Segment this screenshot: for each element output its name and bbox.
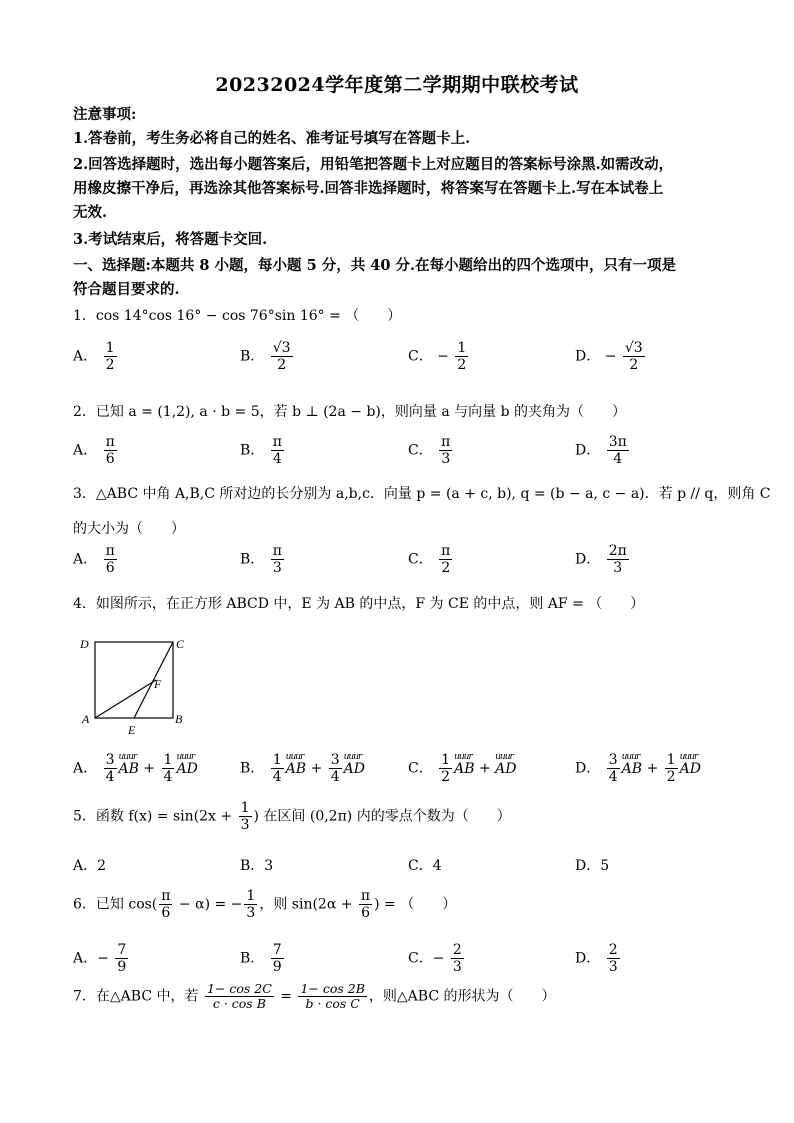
- option-letter: B．: [240, 551, 265, 568]
- denominator: c · cos B: [212, 996, 266, 1011]
- numerator: 1: [163, 752, 173, 768]
- denominator: 4: [105, 769, 115, 785]
- question-7-stem: [73, 982, 555, 1011]
- option-letter: A．: [73, 551, 98, 568]
- section-heading: 一、选择题:本题共 8 小题，每小题 5 分，共 40 分.在每小题给出的四个选项中，只有一项是: [73, 257, 677, 274]
- denominator: 2: [441, 560, 451, 576]
- numerator: 2: [452, 942, 462, 958]
- denominator: 2: [457, 357, 467, 373]
- stem-text: 6．已知 cos(: [73, 896, 158, 913]
- denominator: 2: [666, 769, 676, 785]
- stem-text: − α) = −: [174, 896, 243, 913]
- numerator: √3: [624, 340, 643, 356]
- square-figure: [76, 630, 196, 740]
- numerator: 2π: [608, 543, 627, 559]
- numerator: 3π: [608, 434, 627, 450]
- q1-option-b[interactable]: [240, 340, 295, 373]
- option-letter: B．: [240, 348, 265, 365]
- denominator: 3: [240, 817, 250, 833]
- denominator: b · cos C: [305, 996, 360, 1011]
- numerator: 1: [246, 888, 256, 904]
- section-heading: 符合题目要求的.: [73, 281, 180, 298]
- q5-option-d[interactable]: [575, 855, 609, 875]
- fraction: [271, 543, 284, 576]
- denominator: 3: [246, 905, 256, 921]
- numerator: 7: [272, 942, 282, 958]
- fraction: [455, 340, 468, 373]
- stem-text: ，则△ABC 的形状为（ ）: [368, 988, 556, 1005]
- denominator: 2: [629, 357, 639, 373]
- q6-option-a[interactable]: [73, 942, 130, 975]
- fraction: [271, 752, 284, 785]
- fraction: [271, 434, 284, 467]
- option-letter: A．: [73, 348, 98, 365]
- q1-option-a[interactable]: [73, 340, 119, 373]
- option-letter: D．: [575, 348, 601, 365]
- fraction: [439, 543, 452, 576]
- q4-option-d[interactable]: D． $\frac{3}{4}$ uuur AB + $\frac{1}{2}$ uuur AD: [575, 752, 701, 785]
- label-e: E: [128, 723, 136, 737]
- option-value: 5: [600, 858, 610, 874]
- fraction: [239, 800, 252, 833]
- numerator: π: [272, 543, 282, 559]
- q2-option-a[interactable]: [73, 434, 119, 467]
- option-letter: A．: [73, 760, 98, 777]
- fraction: [104, 434, 117, 467]
- fraction: [623, 340, 645, 373]
- q5-option-a[interactable]: [73, 855, 106, 875]
- question-4-stem: 4．如图所示，在正方形 ABCD 中，E 为 AB 的中点，F 为 CE 的中点，则 AF = （ ）: [73, 596, 645, 612]
- option-letter: D．: [575, 442, 601, 459]
- denominator: 3: [452, 959, 462, 975]
- numerator: 1− cos 2B: [300, 981, 365, 996]
- option-letter: B．: [240, 760, 265, 777]
- denominator: 6: [361, 905, 370, 921]
- option-value: 4: [432, 858, 442, 874]
- label-a: A: [82, 712, 90, 726]
- question-3-stem-cont: 的大小为（ ）: [73, 521, 185, 537]
- denominator: 3: [608, 959, 618, 975]
- q3-option-a[interactable]: [73, 543, 119, 576]
- segment-af: [95, 680, 156, 718]
- fraction: [162, 752, 175, 785]
- q3-option-c[interactable]: [408, 543, 454, 576]
- question-6-stem: [73, 888, 456, 921]
- fraction: [451, 942, 464, 975]
- numerator: π: [105, 543, 115, 559]
- q6-option-d[interactable]: [575, 942, 622, 975]
- option-letter: A．: [73, 950, 98, 967]
- option-value: 3: [264, 858, 274, 874]
- option-letter: B．: [240, 950, 265, 967]
- option-letter: D．: [575, 858, 601, 874]
- option-letter: C．: [408, 760, 433, 777]
- fraction: [439, 434, 452, 467]
- stem-text: ) 在区间 (0,2π) 内的零点个数为（ ）: [253, 808, 511, 825]
- option-letter: D．: [575, 950, 601, 967]
- q4-option-a[interactable]: A． $\frac{3}{4}$ uuur AB + $\frac{1}{4}$ uuur AD: [73, 752, 198, 785]
- option-letter: A．: [73, 442, 98, 459]
- option-letter: D．: [575, 760, 601, 777]
- denominator: 2: [105, 357, 115, 373]
- fraction: [205, 982, 274, 1011]
- label-f: F: [154, 677, 162, 691]
- denominator: 4: [272, 769, 282, 785]
- fraction: [104, 543, 117, 576]
- numerator: √3: [272, 340, 291, 356]
- fraction: [439, 752, 452, 785]
- label-b: B: [175, 712, 183, 726]
- numerator: 1: [240, 800, 250, 816]
- option-value: 2: [97, 858, 107, 874]
- numerator: 3: [105, 752, 115, 768]
- option-letter: B．: [240, 858, 265, 874]
- option-letter: C．: [408, 551, 433, 568]
- numerator: 3: [330, 752, 340, 768]
- question-2-stem: 2．已知 a = (1,2), a · b = 5，若 b ⊥ (2a − b)，则向量 a 与向量 b 的夹角为（ ）: [73, 404, 626, 420]
- q1-option-d[interactable]: [575, 340, 647, 373]
- option-letter: C．: [408, 858, 433, 874]
- numerator: 1− cos 2C: [206, 981, 272, 996]
- vector-ad: uuur AD: [495, 761, 516, 777]
- fraction: [607, 543, 629, 576]
- denominator: 9: [117, 959, 127, 975]
- option-sign: −: [432, 950, 445, 967]
- option-letter: C．: [408, 442, 433, 459]
- fraction: [271, 942, 284, 975]
- q2-option-d[interactable]: [575, 434, 631, 467]
- stem-text: 7．在△ABC 中，若: [73, 988, 203, 1005]
- fraction: [607, 434, 629, 467]
- stem-text: ) = （ ）: [374, 896, 457, 913]
- numerator: 2: [608, 942, 618, 958]
- vector-ad: uuur AD: [344, 761, 365, 777]
- vector-ad: uuur AD: [680, 761, 701, 777]
- notice-item: 用橡皮擦干净后，再选涂其他答案标号.回答非选择题时，将答案写在答题卡上.写在本试卷上: [73, 180, 664, 197]
- denominator: 3: [272, 560, 282, 576]
- page-title: 20232024学年度第二学期期中联校考试: [215, 74, 579, 96]
- label-c: C: [176, 637, 185, 651]
- option-sign: −: [437, 348, 449, 365]
- numerator: 1: [272, 752, 282, 768]
- option-letter: C．: [408, 950, 433, 967]
- q2-option-c[interactable]: [408, 434, 454, 467]
- denominator: 4: [613, 451, 623, 467]
- denominator: 2: [441, 769, 451, 785]
- numerator: 1: [457, 340, 467, 356]
- fraction: [359, 888, 372, 921]
- fraction: [159, 888, 172, 921]
- option-sign: −: [97, 950, 109, 967]
- denominator: 3: [441, 451, 451, 467]
- denominator: 6: [105, 560, 115, 576]
- numerator: π: [105, 434, 115, 450]
- q6-option-b[interactable]: [240, 942, 286, 975]
- vector-ab: uuur AB: [286, 761, 306, 777]
- notice-item: 2.回答选择题时，选出每小题答案后，用铅笔把答题卡上对应题目的答案标号涂黑.如需改动，: [73, 156, 674, 173]
- option-sign: −: [604, 348, 617, 365]
- q4-option-c[interactable]: C． $\frac{1}{2}$ uuur AB + uuur AD: [408, 752, 516, 785]
- stem-text: ，则 sin(2α +: [259, 896, 357, 913]
- numerator: 1: [666, 752, 676, 768]
- notice-item: 1.答卷前，考生务必将自己的姓名、准考证号填写在答题卡上.: [73, 130, 471, 147]
- denominator: 6: [161, 905, 171, 921]
- vector-ad: uuur AD: [176, 761, 197, 777]
- denominator: 3: [613, 560, 623, 576]
- denominator: 6: [105, 451, 115, 467]
- fraction: [329, 752, 342, 785]
- question-5-stem: [73, 800, 511, 833]
- denominator: 4: [272, 451, 282, 467]
- fraction: [271, 340, 293, 373]
- numerator: 1: [105, 340, 115, 356]
- fraction: [298, 982, 366, 1011]
- fraction: [607, 942, 620, 975]
- q5-option-c[interactable]: [408, 855, 442, 875]
- question-3-stem: 3．△ABC 中角 A,B,C 所对边的长分别为 a,b,c．向量 p = (a + c, b), q = (b − a, c − a)．若 p // q，则角 C: [73, 486, 771, 502]
- denominator: 2: [277, 357, 287, 373]
- fraction: [104, 340, 117, 373]
- denominator: 9: [272, 959, 282, 975]
- q2-option-b[interactable]: [240, 434, 286, 467]
- option-letter: B．: [240, 442, 265, 459]
- fraction: [607, 752, 620, 785]
- q3-option-b[interactable]: [240, 543, 286, 576]
- option-letter: D．: [575, 551, 601, 568]
- notice-heading: 注意事项:: [73, 106, 137, 123]
- vector-ab: uuur AB: [119, 761, 139, 777]
- q1-option-c[interactable]: [408, 340, 470, 373]
- fraction: [115, 942, 128, 975]
- denominator: 4: [163, 769, 173, 785]
- denominator: 4: [608, 769, 618, 785]
- question-1-stem: 1．cos 14°cos 16° − cos 76°sin 16° = （ ）: [73, 308, 402, 324]
- q4-option-b[interactable]: B． $\frac{1}{4}$ uuur AB + $\frac{3}{4}$ uuur AD: [240, 752, 365, 785]
- notice-item: 无效.: [73, 204, 108, 221]
- fraction: [244, 888, 257, 921]
- fraction: [665, 752, 678, 785]
- denominator: 4: [330, 769, 340, 785]
- stem-text: 5．函数 f(x) = sin(2x +: [73, 808, 237, 825]
- numerator: π: [441, 543, 451, 559]
- numerator: π: [161, 888, 171, 904]
- notice-item: 3.考试结束后，将答题卡交回.: [73, 231, 268, 248]
- numerator: π: [441, 434, 451, 450]
- label-d: D: [80, 637, 89, 651]
- numerator: 1: [441, 752, 451, 768]
- q6-option-c[interactable]: [408, 942, 466, 975]
- equals-sign: =: [275, 988, 297, 1005]
- numerator: 3: [608, 752, 618, 768]
- numerator: π: [360, 888, 371, 904]
- option-letter: A．: [73, 858, 98, 874]
- vector-ab: uuur AB: [622, 761, 642, 777]
- numerator: 7: [117, 942, 127, 958]
- q3-option-d[interactable]: [575, 543, 631, 576]
- option-letter: C．: [408, 348, 433, 365]
- numerator: π: [272, 434, 282, 450]
- fraction: [104, 752, 117, 785]
- q5-option-b[interactable]: [240, 855, 273, 875]
- vector-ab: uuur AB: [454, 761, 474, 777]
